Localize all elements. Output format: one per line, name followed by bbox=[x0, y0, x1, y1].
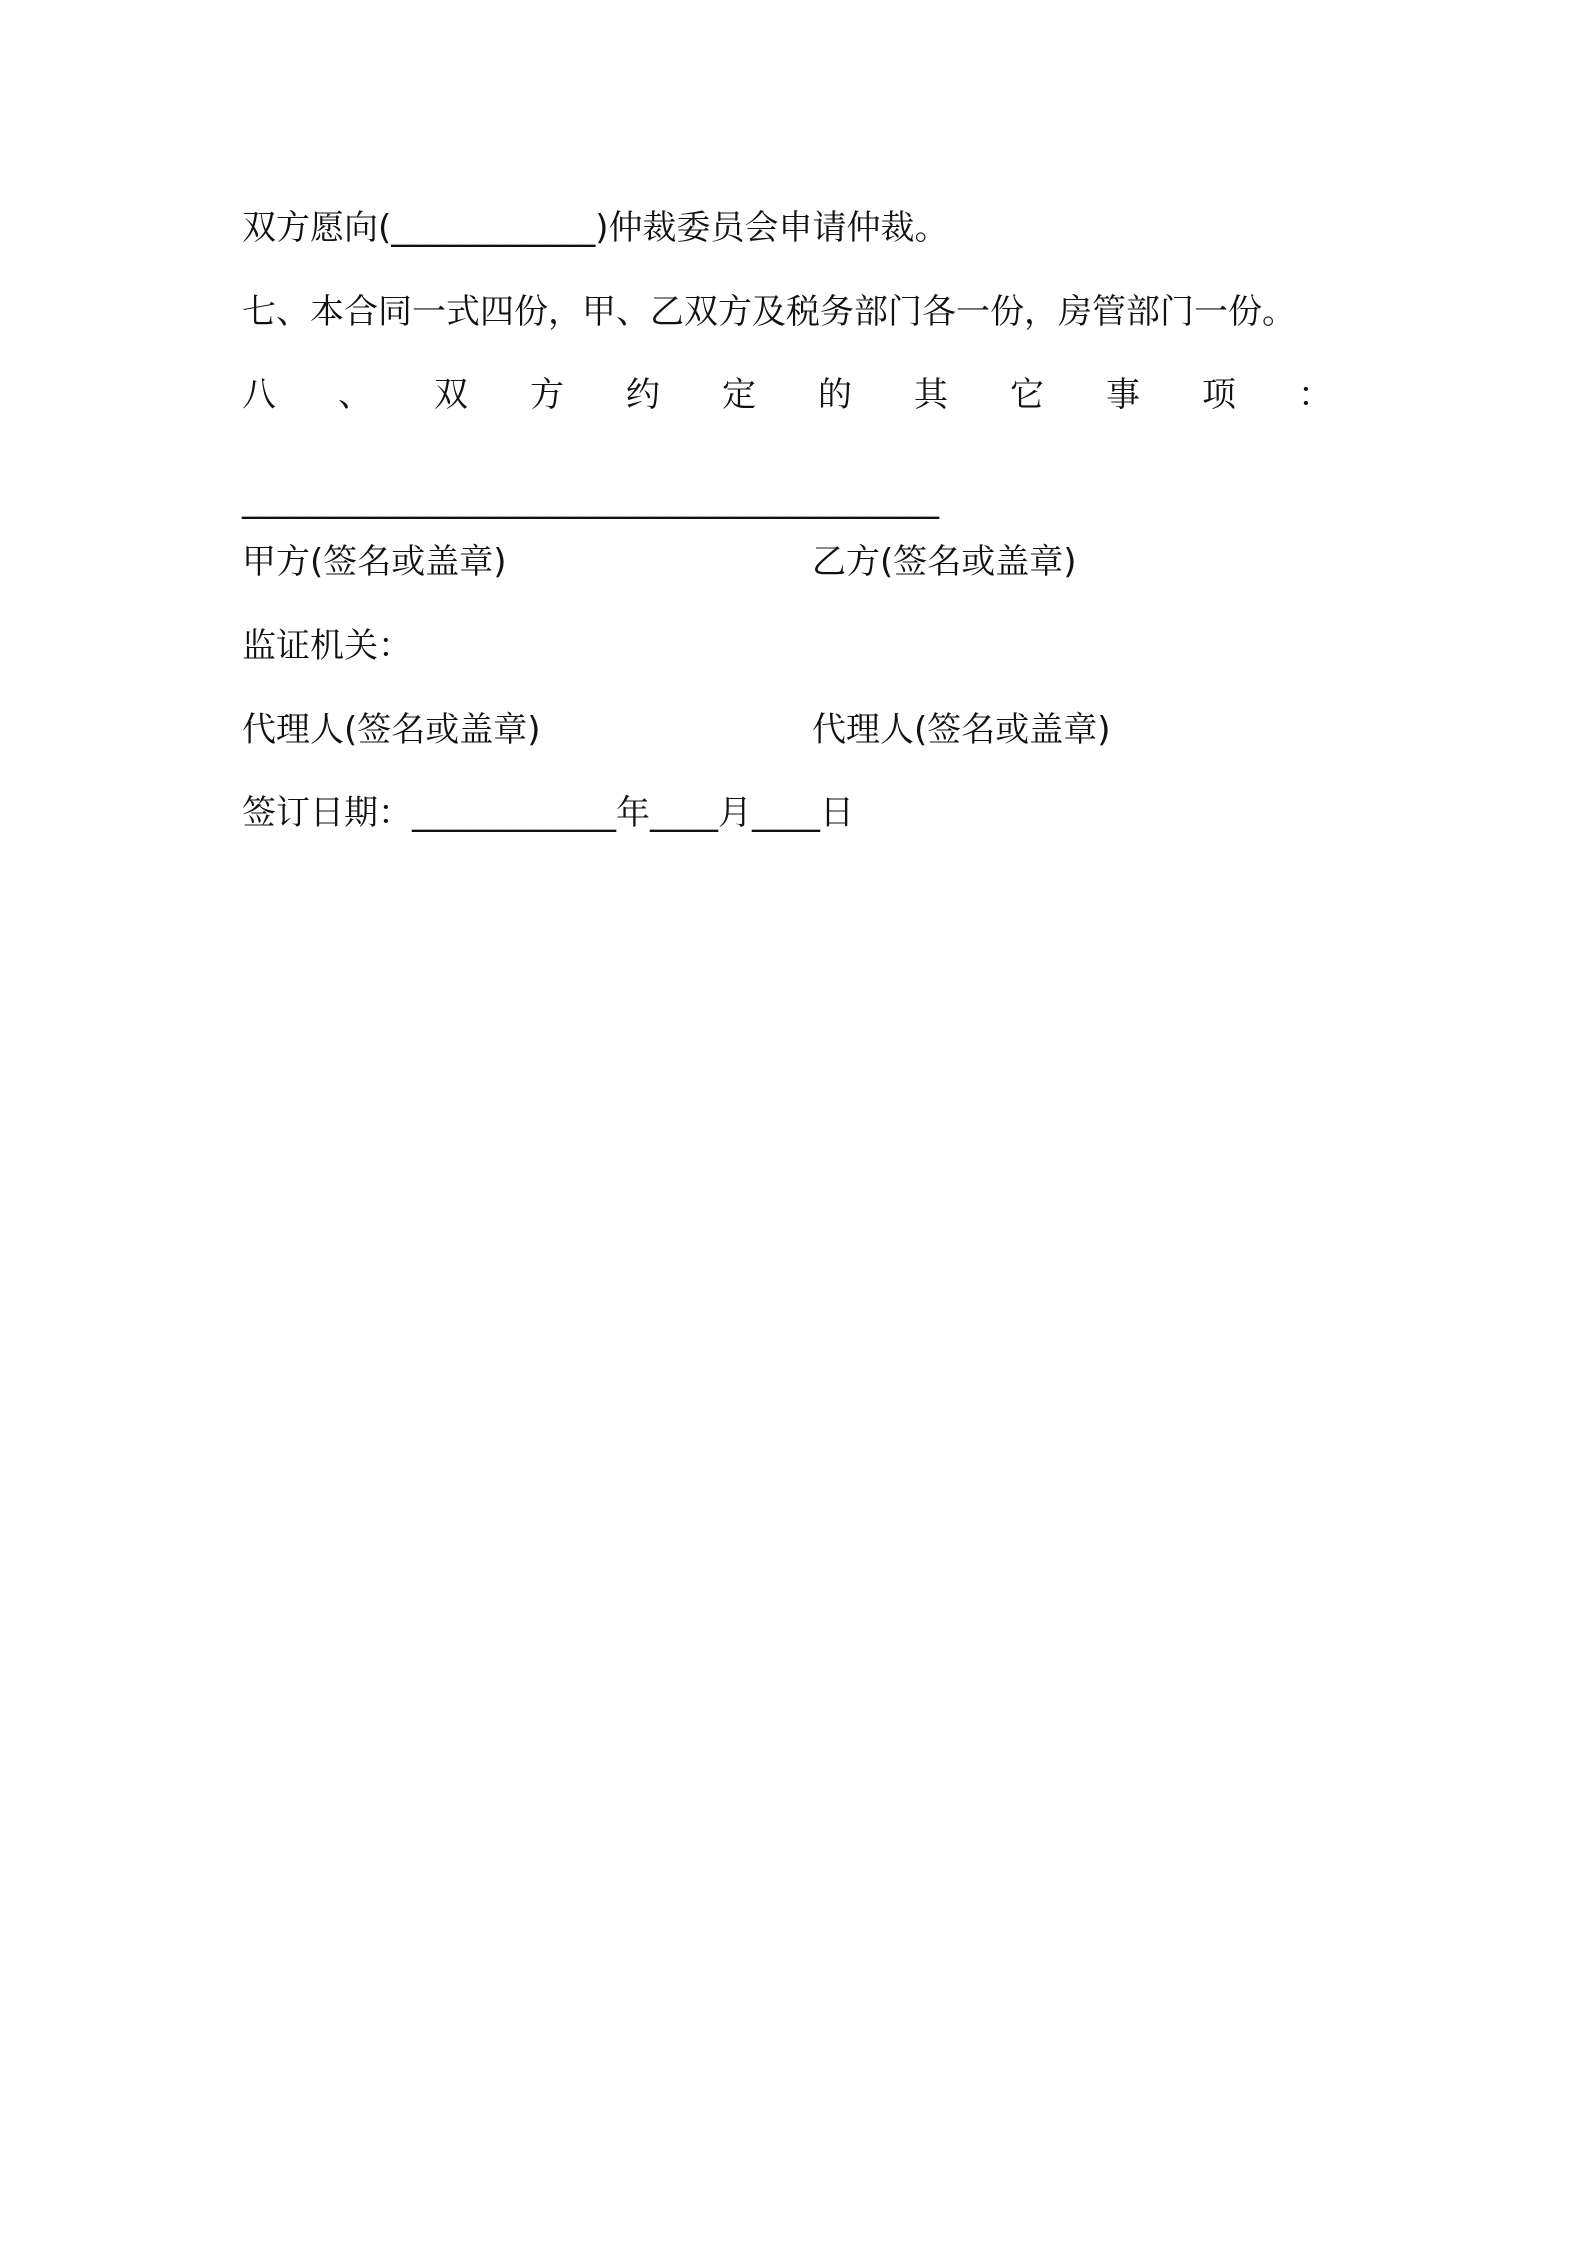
heading-char: 项 bbox=[1202, 375, 1236, 415]
agent-a-signature: 代理人(签名或盖章) bbox=[242, 710, 541, 750]
agent-b-signature: 代理人(签名或盖章) bbox=[812, 710, 1111, 750]
heading-char: 约 bbox=[626, 375, 660, 415]
heading-char: 的 bbox=[818, 375, 852, 415]
signing-date-line: 签订日期：____________年____月____日 bbox=[242, 793, 854, 833]
party-a-signature: 甲方(签名或盖章) bbox=[242, 542, 507, 582]
heading-char: 它 bbox=[1010, 375, 1044, 415]
heading-char: 八 bbox=[242, 375, 276, 415]
heading-char: 双 bbox=[434, 375, 468, 415]
heading-char: 其 bbox=[914, 375, 948, 415]
heading-char: 定 bbox=[722, 375, 756, 415]
other-matters-heading bbox=[242, 373, 1332, 417]
other-matters-blank-line: _________________________________________ bbox=[242, 480, 939, 520]
copies-clause: 七、本合同一式四份，甲、乙双方及税务部门各一份，房管部门一份。 bbox=[242, 292, 1296, 332]
heading-char: 事 bbox=[1106, 375, 1140, 415]
supervisor-label: 监证机关： bbox=[242, 626, 412, 666]
heading-char: ： bbox=[1298, 375, 1332, 415]
arbitration-clause: 双方愿向(____________)仲裁委员会申请仲裁。 bbox=[242, 208, 949, 248]
party-b-signature: 乙方(签名或盖章) bbox=[812, 542, 1077, 582]
heading-char: 方 bbox=[530, 375, 564, 415]
heading-char: 、 bbox=[338, 375, 372, 415]
